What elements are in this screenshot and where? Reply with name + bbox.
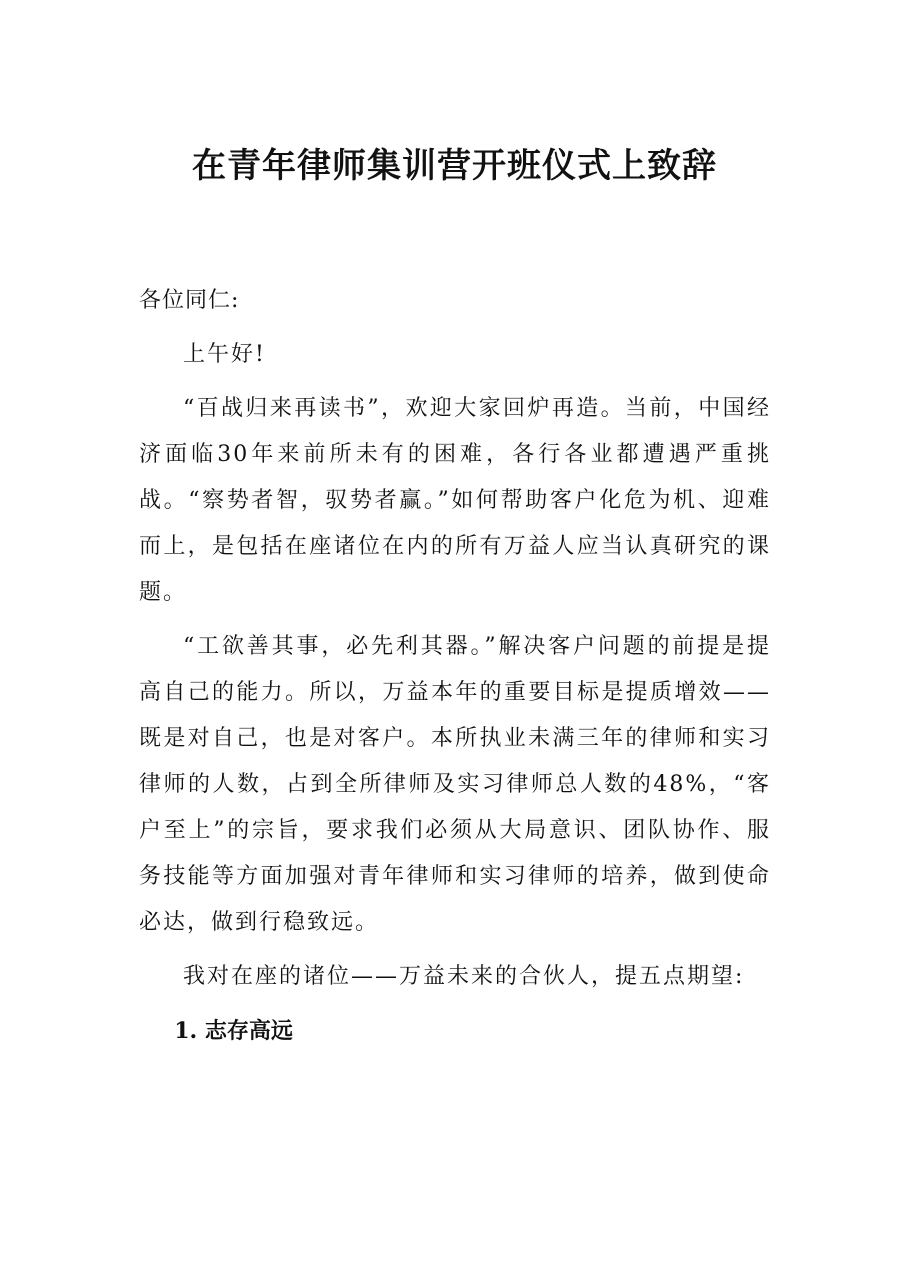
section-heading: 1. 志存高远 [174, 1018, 293, 1044]
body-paragraph-1: “百战归来再读书”，欢迎大家回炉再造。当前，中国经济面临30年来前所未有的困难，各行各业都遭遇严重挑战。“察势者智，驭势者赢。”如何帮助客户化危为机、迎难而上，是包括在座诸位在内的所有万益人应当认真研究的课题。 [139, 396, 771, 605]
salutation: 各位同仁: [139, 288, 240, 313]
body-paragraph-3: 我对在座的诸位——万益未来的合伙人，提五点期望: [183, 964, 745, 989]
body-paragraph-2: “工欲善其事，必先利其器。”解决客户问题的前提是提高自己的能力。所以，万益本年的重要目标是提质增效——既是对自己，也是对客户。本所执业未满三年的律师和实习律师的人数，占到全所律师及实习律师总人数的48%，“客户至上”的宗旨，要求我们必须从大局意识、团队协作、服务技能等方面加强对青年律师和实习律师的培养，做到使命必达，做到行稳致远。 [139, 634, 771, 935]
document-body [139, 278, 771, 1054]
greeting-paragraph: 上午好! [183, 342, 266, 367]
document-title: 在青年律师集训营开班仪式上致辞 [192, 146, 717, 186]
